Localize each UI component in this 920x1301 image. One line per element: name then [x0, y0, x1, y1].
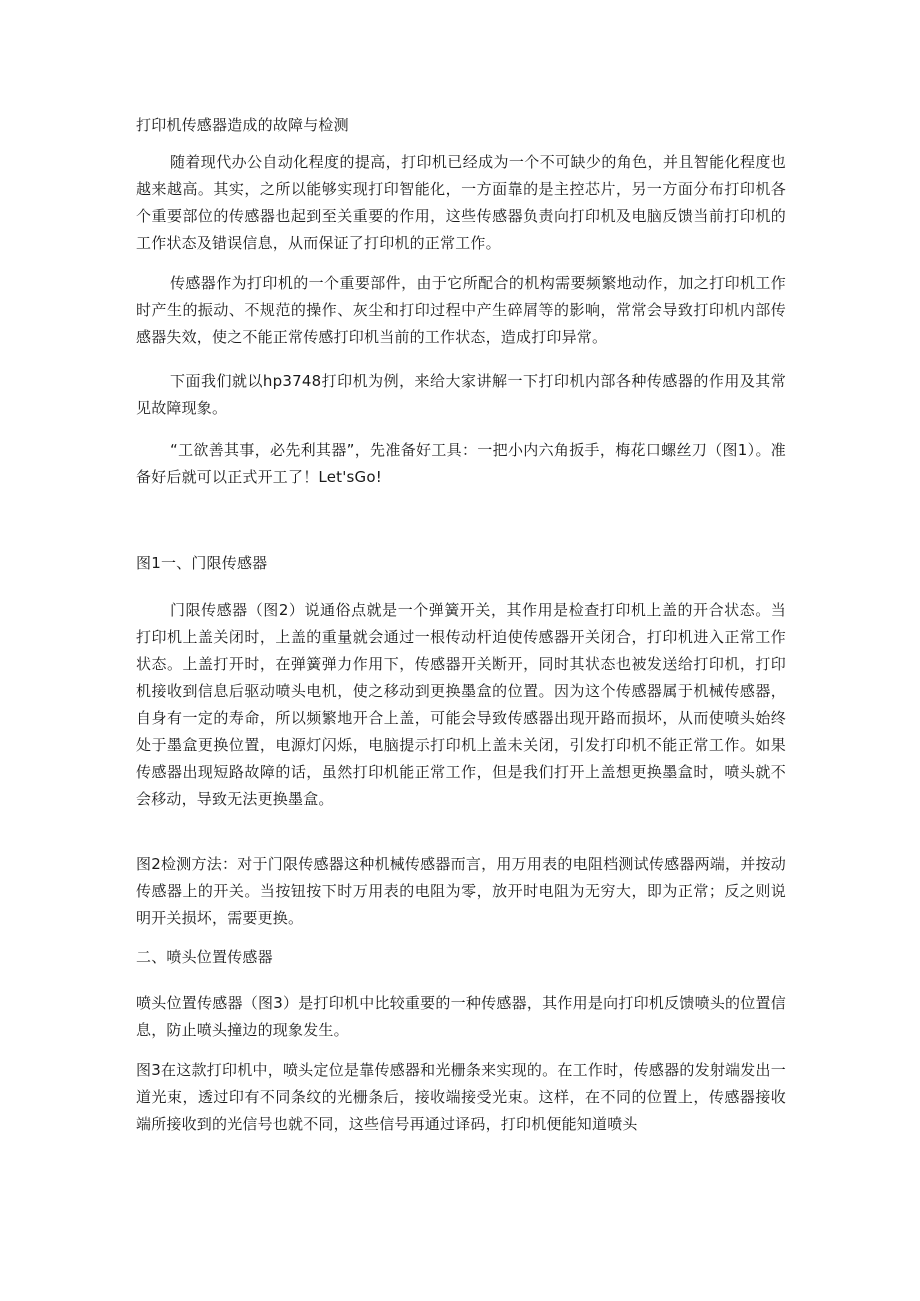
section-2-detail: 图3在这款打印机中，喷头定位是靠传感器和光栅条来实现的。在工作时，传感器的发射端发出一道光束，透过印有不同条纹的光栅条后，接收端接受光束。这样，在不同的位置上，传感器接收端所接收到的光信号也就不同，这些信号再通过译码，打印机便能知道喷头: [136, 1061, 786, 1133]
section-2-heading: 二、喷头位置传感器: [136, 948, 273, 966]
section-1-test-method: 图2检测方法：对于门限传感器这种机械传感器而言，用万用表的电阻档测试传感器两端，并按动传感器上的开关。当按钮按下时万用表的电阻为零，放开时电阻为无穷大，即为正常；反之则说明开关损坏，需要更换。: [136, 855, 786, 927]
paragraph-intro-2: 传感器作为打印机的一个重要部件，由于它所配合的机构需要频繁地动作，加之打印机工作时产生的振动、不规范的操作、灰尘和打印过程中产生碎屑等的影响，常常会导致打印机内部传感器失效，使之不能正常传感打印机当前的工作状态，造成打印异常。: [136, 274, 786, 346]
paragraph-intro-1: 随着现代办公自动化程度的提高，打印机已经成为一个不可缺少的角色，并且智能化程度也越来越高。其实，之所以能够实现打印智能化，一方面靠的是主控芯片，另一方面分布打印机各个重要部位的传感器也起到至关重要的作用，这些传感器负责向打印机及电脑反馈当前打印机的工作状态及错误信息，从而保证了打印机的正常工作。: [136, 153, 786, 252]
document-title: 打印机传感器造成的故障与检测: [136, 116, 349, 134]
paragraph-intro-4: “工欲善其事，必先利其器”，先准备好工具：一把小内六角扳手，梅花口螺丝刀（图1）。准备好后就可以正式开工了！Let'sGo!: [136, 441, 786, 486]
paragraph-intro-3: 下面我们就以hp3748打印机为例，来给大家讲解一下打印机内部各种传感器的作用及其常见故障现象。: [136, 372, 786, 417]
section-1-heading: 图1一、门限传感器: [136, 554, 268, 572]
section-2-body: 喷头位置传感器（图3）是打印机中比较重要的一种传感器，其作用是向打印机反馈喷头的位置信息，防止喷头撞边的现象发生。: [136, 994, 786, 1039]
section-1-body: 门限传感器（图2）说通俗点就是一个弹簧开关，其作用是检查打印机上盖的开合状态。当打印机上盖关闭时，上盖的重量就会通过一根传动杆迫使传感器开关闭合，打印机进入正常工作状态。上盖打开时，在弹簧弹力作用下，传感器开关断开，同时其状态也被发送给打印机，打印机接收到信息后驱动喷头电机，使之移动到更换墨盒的位置。因为这个传感器属于机械传感器，自身有一定的寿命，所以频繁地开合上盖，可能会导致传感器出现开路而损坏，从而使喷头始终处于墨盒更换位置，电源灯闪烁，电脑提示打印机上盖未关闭，引发打印机不能正常工作。如果传感器出现短路故障的话，虽然打印机能正常工作，但是我们打开上盖想更换墨盒时，喷头就不会移动，导致无法更换墨盒。: [136, 601, 786, 808]
